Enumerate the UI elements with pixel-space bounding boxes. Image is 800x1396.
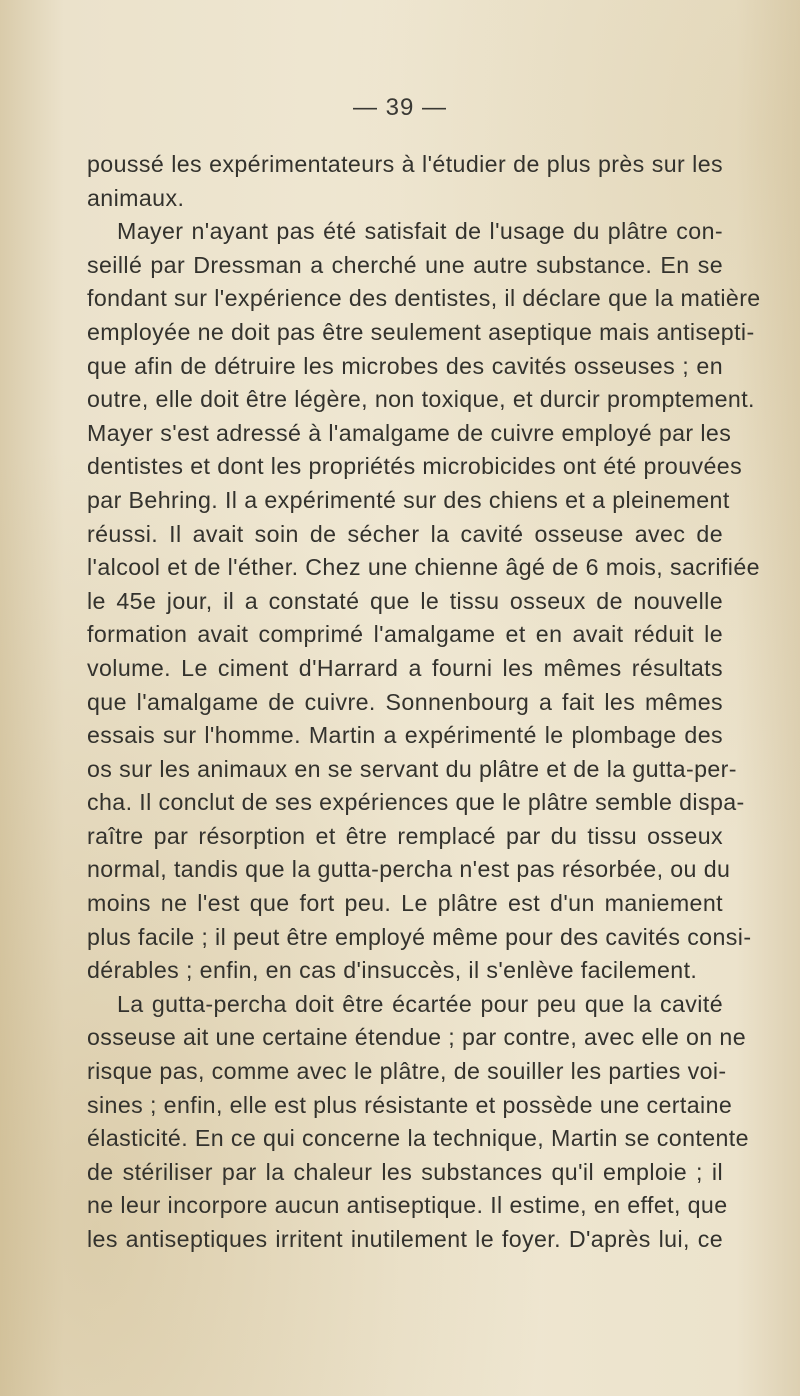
text-line: essais sur l'homme. Martin a expérimenté le plombage des bbox=[87, 722, 723, 749]
text-line: seillé par Dressman a cherché une autre substance. En se bbox=[87, 251, 723, 278]
text-line: cha. Il conclut de ses expériences que le plâtre semble dispa- bbox=[87, 789, 745, 816]
text-line: formation avait comprimé l'amalgame et en avait réduit le bbox=[87, 621, 723, 648]
text-line: fondant sur l'expérience des dentistes, il déclare que la matière bbox=[87, 285, 761, 312]
text-line: risque pas, comme avec le plâtre, de souiller les parties voi- bbox=[87, 1058, 727, 1085]
text-line: le 45e jour, il a constaté que le tissu osseux de nouvelle bbox=[87, 587, 723, 614]
text-line: que afin de détruire les microbes des cavités osseuses ; en bbox=[87, 352, 723, 379]
text-line: dérables ; enfin, en cas d'insuccès, il s'enlève facilement. bbox=[87, 957, 698, 984]
text-line: de stériliser par la chaleur les substances qu'il emploie ; il bbox=[87, 1158, 723, 1185]
text-line: que l'amalgame de cuivre. Sonnenbourg a fait les mêmes bbox=[87, 688, 723, 715]
text-line: poussé les expérimentateurs à l'étudier de plus près sur les bbox=[87, 151, 723, 177]
text-line: élasticité. En ce qui concerne la technique, Martin se contente bbox=[87, 1125, 749, 1152]
text-line: normal, tandis que la gutta-percha n'est pas résorbée, ou du bbox=[87, 856, 731, 883]
text-line: dentistes et dont les propriétés microbicides ont été prouvées bbox=[87, 453, 743, 480]
text-line: os sur les animaux en se servant du plâtre et de la gutta-per- bbox=[87, 755, 737, 782]
text-line: outre, elle doit être légère, non toxique, et durcir promptement. bbox=[87, 386, 755, 413]
text-line: Mayer s'est adressé à l'amalgame de cuivre employé par les bbox=[87, 419, 732, 446]
text-line: Mayer n'ayant pas été satisfait de l'usage du plâtre con- bbox=[117, 218, 723, 245]
text-line: par Behring. Il a expérimenté sur des chiens et a pleinement bbox=[87, 486, 730, 513]
text-line: osseuse ait une certaine étendue ; par contre, avec elle on ne bbox=[87, 1024, 747, 1051]
page-number: — 39 — bbox=[352, 94, 448, 121]
text-line: volume. Le ciment d'Harrard a fourni les mêmes résultats bbox=[87, 654, 723, 681]
text-line: employée ne doit pas être seulement aseptique mais antisepti- bbox=[87, 318, 755, 345]
text-line: moins ne l'est que fort peu. Le plâtre est d'un maniement bbox=[87, 890, 723, 917]
text-line: sines ; enfin, elle est plus résistante et possède une certaine bbox=[87, 1091, 733, 1118]
body-text bbox=[87, 148, 761, 1257]
text-line: réussi. Il avait soin de sécher la cavité osseuse avec de bbox=[87, 520, 723, 547]
text-line: raître par résorption et être remplacé par du tissu osseux bbox=[87, 822, 723, 849]
text-line: animaux. bbox=[87, 184, 185, 211]
text-line: La gutta-percha doit être écartée pour peu que la cavité bbox=[117, 990, 723, 1017]
text-line: l'alcool et de l'éther. Chez une chienne âgé de 6 mois, sacrifiée bbox=[87, 554, 760, 581]
text-line: les antiseptiques irritent inutilement le foyer. D'après lui, ce bbox=[87, 1226, 723, 1252]
text-line: ne leur incorpore aucun antiseptique. Il estime, en effet, que bbox=[87, 1192, 728, 1219]
text-line: plus facile ; il peut être employé même pour des cavités consi- bbox=[87, 923, 752, 950]
